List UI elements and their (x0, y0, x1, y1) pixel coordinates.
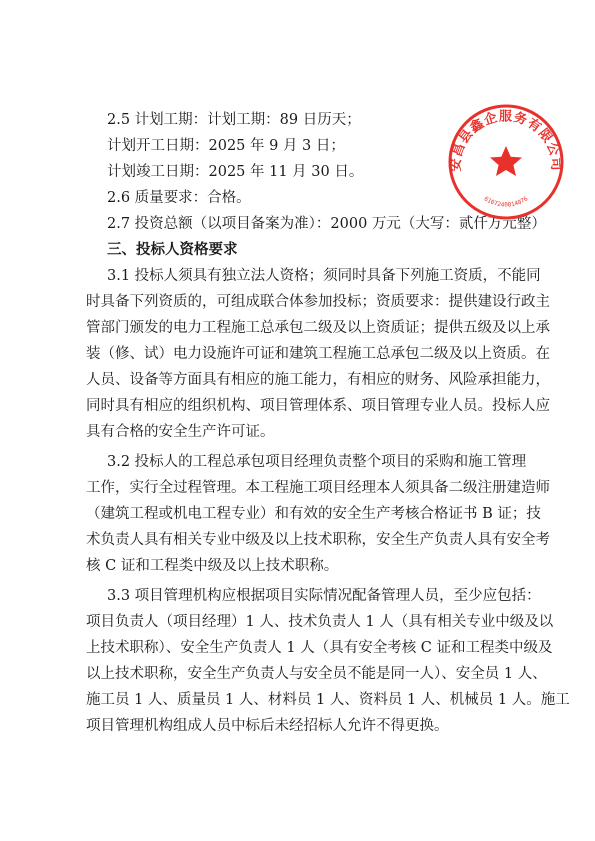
paragraph-3-2-line: （建筑工程或机电工程专业）和有效的安全生产考核合格证书 B 证；技 (86, 506, 541, 522)
paragraph-3-1-line: 时具备下列资质的，可组成联合体参加投标；资质要求：提供建设行政主 (86, 294, 550, 310)
quality-requirement: 2.6 质量要求：合格。 (107, 190, 251, 206)
paragraph-3-1-line: 同时具有相应的组织机构、项目管理体系、项目管理专业人员。投标人应 (86, 398, 550, 414)
paragraph-3-3-line: 3.3 项目管理机构应根据项目实际情况配备管理人员，至少应包括： (107, 588, 541, 604)
paragraph-3-2-line: 工作，实行全过程管理。本工程施工项目经理本人须具备二级注册建造师 (86, 480, 550, 496)
paragraph-3-1-line: 人员、设备等方面具有相应的施工能力，有相应的财务、风险承担能力， (86, 372, 550, 388)
paragraph-3-1-line: 具有合格的安全生产许可证。 (86, 424, 275, 440)
paragraph-3-2-line: 3.2 投标人的工程总承包项目经理负责整个项目的采购和施工管理 (107, 454, 527, 470)
paragraph-3-3-line: 项目负责人（项目经理）1 人、技术负责人 1 人（具有相关专业中级及以 (86, 614, 554, 630)
planned-completion-date: 计划竣工日期：2025 年 11 月 30 日。 (107, 164, 364, 180)
paragraph-3-3-line: 以上技术职称，安全生产负责人与安全员不能是同一人）、安全员 1 人、 (86, 666, 547, 682)
planned-duration: 2.5 计划工期：计划工期：89 日历天； (107, 112, 361, 128)
seal-name: 安昌县鑫企服务有限公司 (448, 109, 564, 172)
paragraph-3-1-line: 装（修、试）电力设施许可证和建筑工程施工总承包二级及以上资质。在 (86, 346, 550, 362)
paragraph-3-1-line: 管部门颁发的电力工程施工总承包二级及以上资质证；提供五级及以上承 (86, 320, 550, 336)
seal-star-icon (490, 146, 522, 176)
seal-code: 6107240014076 (482, 195, 530, 209)
paragraph-3-3-line: 施工员 1 人、质量员 1 人、材料员 1 人、资料员 1 人、机械员 1 人。施工 (86, 692, 570, 708)
paragraph-3-2-line: 核 C 证和工程类中级及以上技术职称。 (86, 558, 339, 574)
section-heading-qualifications: 三、投标人资格要求 (107, 242, 238, 258)
paragraph-3-3-line: 项目管理机构组成人员中标后未经招标人允许不得更换。 (86, 718, 449, 734)
planned-start-date: 计划开工日期：2025 年 9 月 3 日； (107, 138, 345, 154)
company-seal (446, 102, 566, 222)
paragraph-3-2-line: 术负责人具有相关专业中级及以上技术职称，安全生产负责人具有安全考 (86, 532, 550, 548)
paragraph-3-3-line: 上技术职称）、安全生产负责人 1 人（具有安全考核 C 证和工程类中级及 (86, 640, 553, 656)
paragraph-3-1-line: 3.1 投标人须具有独立法人资格；须同时具备下列施工资质，不能同 (107, 268, 541, 284)
total-investment: 2.7 投资总额（以项目备案为准）：2000 万元（大写：贰仟万元整） (107, 216, 546, 232)
